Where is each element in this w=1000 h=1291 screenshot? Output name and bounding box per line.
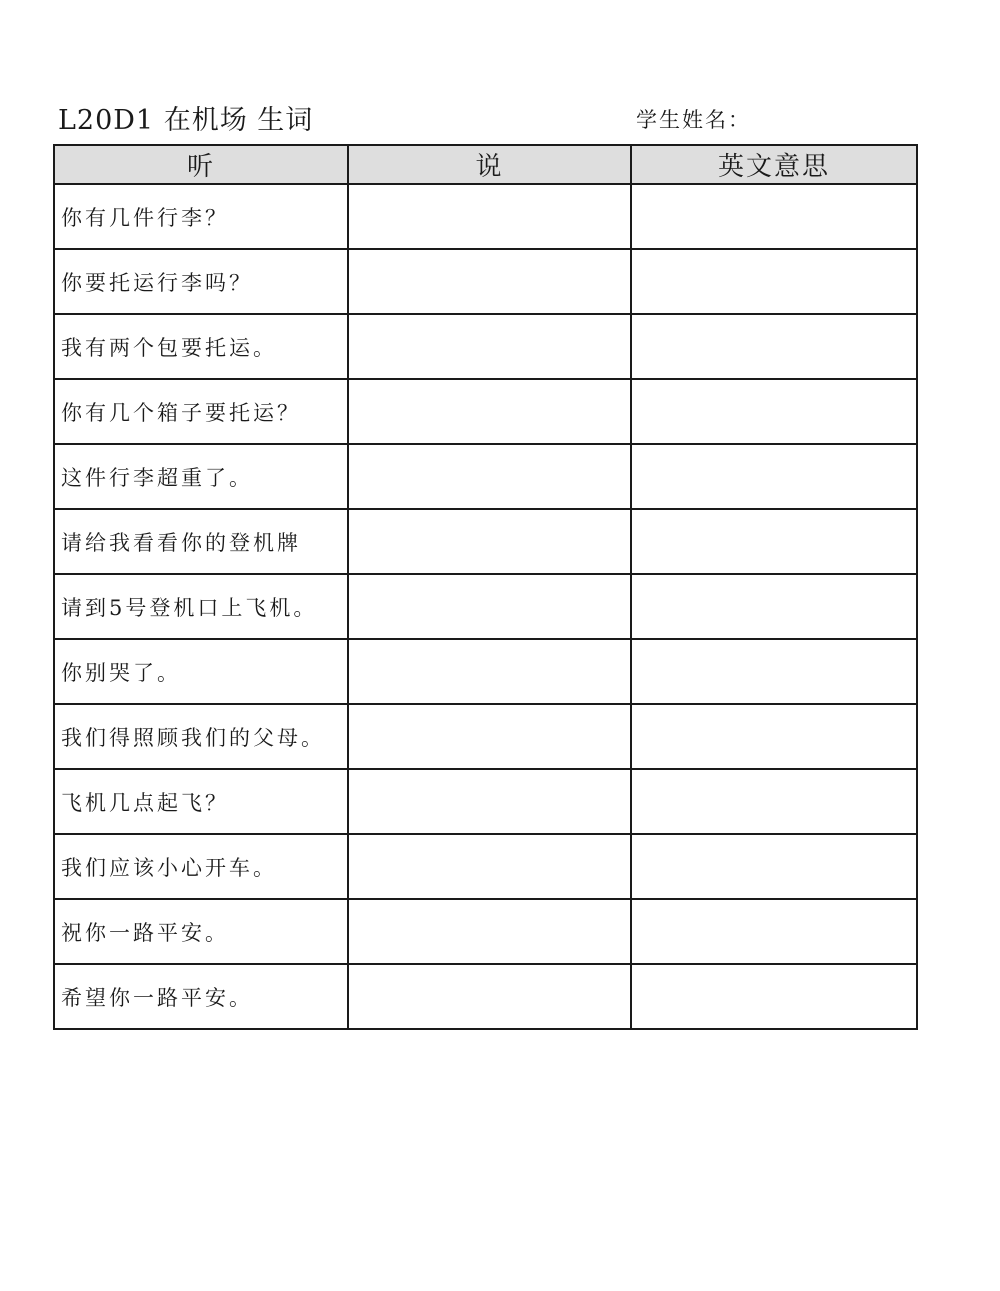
listen-cell: 这件行李超重了。 [54, 444, 348, 509]
speak-cell[interactable] [348, 444, 631, 509]
listen-cell: 祝你一路平安。 [54, 899, 348, 964]
english-meaning-cell[interactable] [631, 964, 917, 1029]
table-row [54, 379, 917, 444]
english-meaning-cell[interactable] [631, 379, 917, 444]
table-row [54, 769, 917, 834]
english-meaning-cell[interactable] [631, 639, 917, 704]
speak-cell[interactable] [348, 314, 631, 379]
english-meaning-cell[interactable] [631, 769, 917, 834]
table-row [54, 184, 917, 249]
table-row [54, 574, 917, 639]
table-row [54, 509, 917, 574]
page-title: L20D1 在机场 生词 [58, 105, 314, 136]
speak-cell[interactable] [348, 899, 631, 964]
listen-cell: 我们得照顾我们的父母。 [54, 704, 348, 769]
column-header-speak: 说 [348, 145, 631, 184]
listen-cell: 请给我看看你的登机牌 [54, 509, 348, 574]
english-meaning-cell[interactable] [631, 574, 917, 639]
speak-cell[interactable] [348, 704, 631, 769]
vocabulary-table [53, 144, 918, 1030]
column-header-english-meaning: 英文意思 [631, 145, 917, 184]
listen-cell: 你有几个箱子要托运？ [54, 379, 348, 444]
english-meaning-cell[interactable] [631, 314, 917, 379]
listen-cell: 你要托运行李吗？ [54, 249, 348, 314]
listen-cell: 我们应该小心开车。 [54, 834, 348, 899]
table-row [54, 444, 917, 509]
listen-cell: 你别哭了。 [54, 639, 348, 704]
table-row [54, 899, 917, 964]
english-meaning-cell[interactable] [631, 249, 917, 314]
table-row [54, 249, 917, 314]
student-name-label: 学生姓名： [636, 108, 751, 132]
english-meaning-cell[interactable] [631, 509, 917, 574]
speak-cell[interactable] [348, 964, 631, 1029]
table-row [54, 964, 917, 1029]
listen-cell: 你有几件行李？ [54, 184, 348, 249]
english-meaning-cell[interactable] [631, 184, 917, 249]
speak-cell[interactable] [348, 184, 631, 249]
speak-cell[interactable] [348, 834, 631, 899]
speak-cell[interactable] [348, 574, 631, 639]
table-header-row [54, 145, 917, 184]
listen-cell: 飞机几点起飞？ [54, 769, 348, 834]
table-body [54, 184, 917, 1029]
listen-cell: 我有两个包要托运。 [54, 314, 348, 379]
table-row [54, 834, 917, 899]
listen-cell: 请到5号登机口上飞机。 [54, 574, 348, 639]
column-header-listen: 听 [54, 145, 348, 184]
english-meaning-cell[interactable] [631, 444, 917, 509]
table-row [54, 639, 917, 704]
speak-cell[interactable] [348, 509, 631, 574]
speak-cell[interactable] [348, 769, 631, 834]
table-row [54, 314, 917, 379]
table-row [54, 704, 917, 769]
english-meaning-cell[interactable] [631, 704, 917, 769]
listen-cell: 希望你一路平安。 [54, 964, 348, 1029]
speak-cell[interactable] [348, 639, 631, 704]
english-meaning-cell[interactable] [631, 899, 917, 964]
speak-cell[interactable] [348, 379, 631, 444]
english-meaning-cell[interactable] [631, 834, 917, 899]
speak-cell[interactable] [348, 249, 631, 314]
